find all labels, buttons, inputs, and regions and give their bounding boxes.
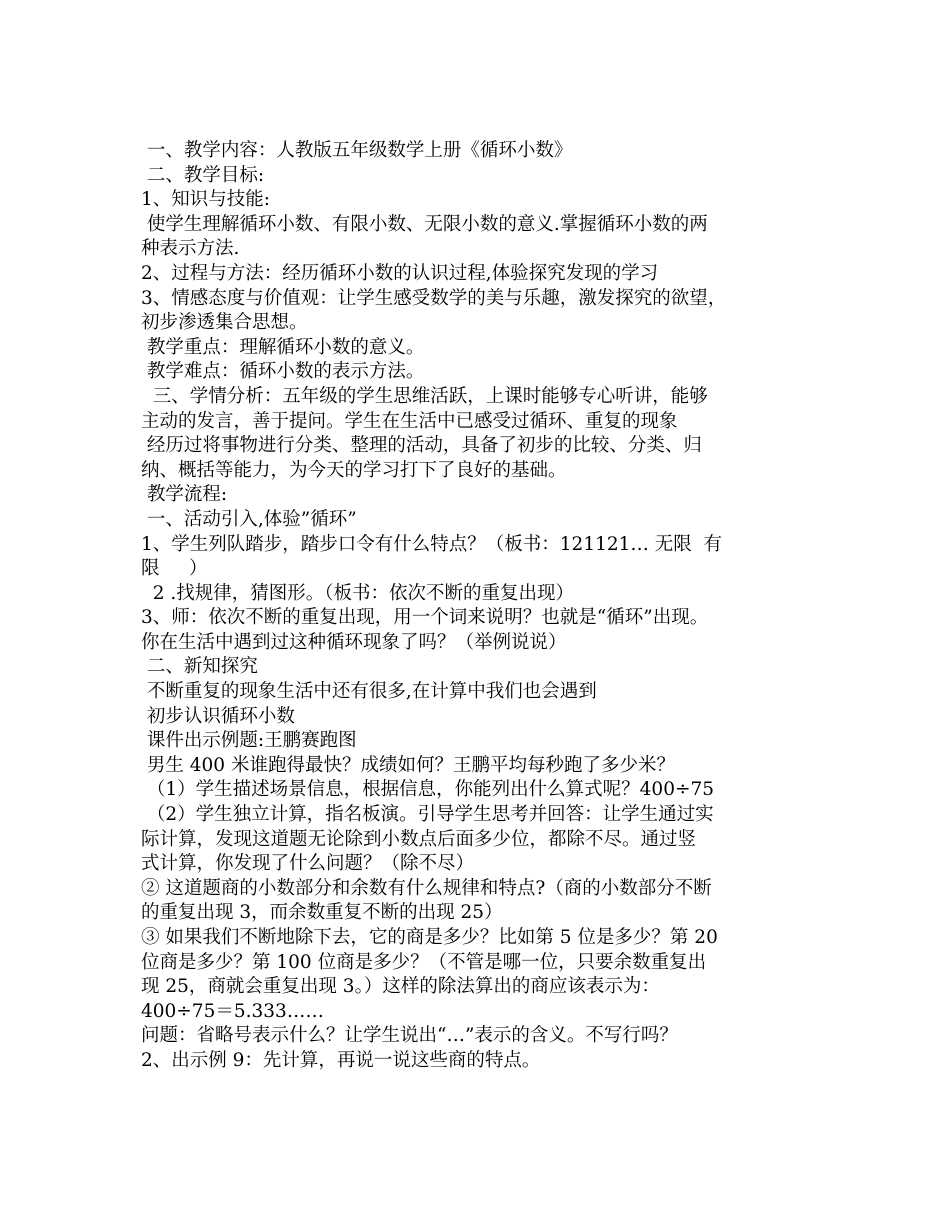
text-line: 3、情感态度与价值观：让学生感受数学的美与乐趣，激发探究的欲望， [141, 287, 727, 309]
section-heading: 一、活动引入,体验”循环” [141, 508, 357, 530]
text-line: 教学重点：理解循环小数的意义。 [141, 336, 425, 358]
section-heading: 一、教学内容：人教版五年级数学上册《循环小数》 [141, 140, 573, 161]
text-line: 际计算，发现这道题无论除到小数点后面多少位，都除不尽。通过竖 [141, 828, 697, 850]
text-line: 现 25，商就会重复出现 3。）这样的除法算出的商应该表示为： [141, 976, 660, 998]
text-line: 纳、概括等能力，为今天的学习打下了良好的基础。 [141, 459, 567, 481]
text-line: 不断重复的现象生活中还有很多,在计算中我们也会遇到 [141, 681, 597, 703]
text-line: 2、出示例 9：先计算，再说一说这些商的特点。 [141, 1049, 541, 1071]
section-heading: 教学流程: [141, 484, 228, 506]
text-line: 初步认识循环小数 [141, 705, 295, 727]
text-line: 问题：省略号表示什么？让学生说出“…”表示的含义。不写行吗？ [141, 1025, 678, 1047]
text-line: 3、师：依次不断的重复出现，用一个词来说明？也就是“循环”出现。 [141, 607, 709, 629]
text-line: 你在生活中遇到过这种循环现象了吗？（举例说说） [141, 631, 567, 653]
text-line: 式计算，你发现了什么问题？（除不尽） [141, 853, 475, 875]
text-line: 2、过程与方法：经历循环小数的认识过程,体验探究发现的学习 [141, 262, 659, 284]
section-heading: 二、新知探究 [141, 656, 258, 678]
text-line: 男生 400 米谁跑得最快？成绩如何？王鹏平均每秒跑了多少米？ [141, 754, 675, 776]
text-line: 位商是多少？第 100 位商是多少？（不管是哪一位，只要余数重复出 [141, 951, 707, 973]
text-line: 400÷75＝5.333…… [141, 1000, 324, 1022]
text-line: ② 这道题商的小数部分和余数有什么规律和特点?（商的小数部分不断 [141, 877, 712, 899]
text-line: 种表示方法. [141, 238, 240, 260]
text-line: 课件出示例题:王鹏赛跑图 [141, 730, 357, 752]
text-line: （2）学生独立计算，指名板演。引导学生思考并回答：让学生通过实 [141, 804, 714, 826]
text-line: 限 ） [141, 558, 208, 580]
text-line: （1）学生描述场景信息，根据信息，你能列出什么算式呢？400÷75 [141, 779, 715, 801]
section-heading: 三、学情分析：五年级的学生思维活跃，上课时能够专心听讲，能够 [141, 385, 708, 407]
document-body [141, 139, 821, 1074]
text-line: 初步渗透集合思想。 [141, 312, 308, 334]
text-line: 经历过将事物进行分类、整理的活动，具备了初步的比较、分类、归 [141, 435, 702, 457]
text-line: 2 .找规律，猜图形。（板书：依次不断的重复出现） [141, 582, 575, 604]
text-line: 主动的发言，善于提问。学生在生活中已感受过循环、重复的现象 [141, 410, 678, 432]
text-line: 教学难点：循环小数的表示方法。 [141, 361, 425, 383]
text-line: 1、学生列队踏步，踏步口令有什么特点？（板书：121121… 无限 有 [141, 533, 723, 555]
text-line: 的重复出现 3，而余数重复不断的出现 25） [141, 902, 503, 924]
text-line: 使学生理解循环小数、有限小数、无限小数的意义.掌握循环小数的两 [141, 213, 708, 235]
subsection-heading: 1、知识与技能: [141, 189, 271, 211]
text-line: ③ 如果我们不断地除下去，它的商是多少？比如第 5 位是多少？第 20 [141, 927, 718, 948]
section-heading: 二、教学目标: [141, 164, 265, 186]
